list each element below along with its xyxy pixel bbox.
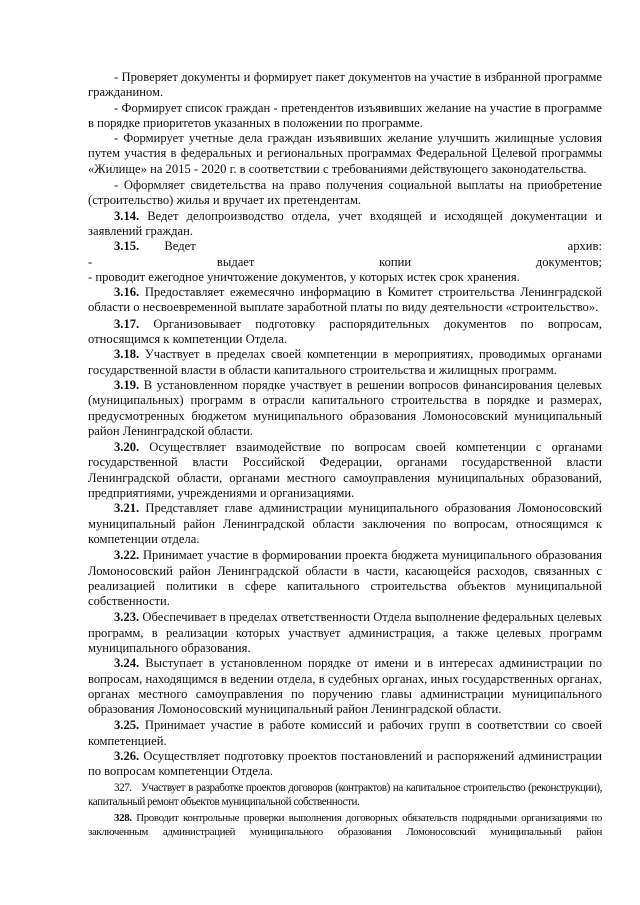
clause-3-26: 3.26. Осуществляет подготовку проектов постановлений и распоряжений администрации по вопросам компетенции Отдела. [88,749,602,779]
clause-3-18: 3.18. Участвует в пределах своей компетенции в мероприятиях, проводимых органами государственной власти в области капитального строительства и жилищных программ. [88,347,602,377]
paragraph-check-documents: - Проверяет документы и формирует пакет документов на участие в избранной программе гражданином. [88,70,602,100]
clause-3-23: 3.23. Обеспечивает в пределах ответственности Отдела выполнение федеральных целевых программ, в реализации которых участвует администрация, а также целевых программ муниципального образования. [88,610,602,655]
clause-number: 327. [114,781,132,794]
clause-3-17: 3.17. Организовывает подготовку распорядительных документов по вопросам, относящимся к компетенции Отдела. [88,316,602,347]
clause-number: 3.17. [114,316,140,331]
paragraph-destroy-documents: - проводит ежегодное уничтожение документов, у которых истек срок хранения. [88,269,520,284]
paragraph-form-list: - Формирует список граждан - претендентов изъявивших желание на участие в программе в порядке приоритетов указанных в положении по программе. [88,100,602,130]
clause-number: 3.22. [114,548,140,563]
clause-number: 3.23. [114,610,140,625]
paragraph-issue-copies: - выдает копии документов; [88,254,602,269]
clause-number: 3.19. [114,377,140,392]
clause-number: 3.18. [114,347,140,362]
clause-number: 3.21. [114,501,140,516]
clause-number: 3.26. [114,749,140,764]
clause-number: 3.25. [114,718,140,733]
clause-3-14: 3.14. Ведет делопроизводство отдела, учет входящей и исходящей документации и заявлений граждан. [88,208,602,238]
clause-3-21: 3.21. Представляет главе администрации муниципального образования Ломоносовский муниципальный район Ленинградской области заключения по вопросам, относящимся к компетенции отдела. [88,501,603,546]
paragraph-account-files: - Формирует учетные дела граждан изъявивших желание улучшить жилищные условия путем участия в федеральных и региональных программах Федеральной Целевой программы «Жилище» на 2015 - 2020 г. в соответствии с требованиями действующего законодательства. [88,131,602,176]
clause-328: 328. Проводит контрольные проверки выполнения договорных обязательств подрядными организациями по заключенным администрацией муниципального образования Ломоносовский муниципальный район [88,811,603,839]
clause-number: 3.24. [114,656,140,671]
clause-number: 3.14. [114,208,140,223]
clause-3-15: 3.15. Ведет архив: [114,239,602,254]
clause-3-25: 3.25. Принимает участие в работе комиссий и рабочих групп в соответствии со своей компетенцией. [88,718,602,748]
clause-3-20: 3.20. Осуществляет взаимодействие по вопросам своей компетенции с органами государственной власти Российской Федерации, органами государственной власти Ленинградской области, органами местного самоуправления муниципальных образований, предприятиями, учреждениями и организациями. [88,440,602,501]
clause-number: 3.16. [114,285,140,300]
clause-number: 328. [114,811,132,824]
clause-3-19: 3.19. В установленном порядке участвует в решении вопросов финансирования целевых (муниципальных) программ в отрасли капитального строительства в порядке и размерах, предусмотренных бюджетом муниципального образования Ломоносовский муниципальный район Ленинградской области. [88,377,602,438]
clause-3-22: 3.22. Принимает участие в формировании проекта бюджета муниципального образования Ломоносовский район Ленинградской области в части, касающейся расходов, связанных с реализацией политики в сфере капитального строительства объектов муниципальной собственности. [88,548,602,609]
clause-3-24: 3.24. Выступает в установленном порядке от имени и в интересах администрации по вопросам, находящимся в ведении отдела, в судебных органах, иных государственных органах, органах местного самоуправления по поручению главы администрации муниципального образования Ломоносовский муниципальный район Ленинградской области. [88,656,602,717]
paragraph-certificates: - Оформляет свидетельства на право получения социальной выплаты на приобретение (строительство) жилья и вручает их претендентам. [88,178,602,208]
clause-number: 3.20. [114,440,140,455]
clause-327: 327. Участвует в разработке проектов договоров (контрактов) на капитальное строительство (реконструкции), капитальный ремонт объектов муниципальной собственности. [88,781,602,809]
clause-number: 3.15. [114,239,140,254]
clause-3-16: 3.16. Предоставляет ежемесячно информацию в Комитет строительства Ленинградской области о несвоевременной выплате заработной платы по виду деятельности «строительство». [88,285,602,315]
